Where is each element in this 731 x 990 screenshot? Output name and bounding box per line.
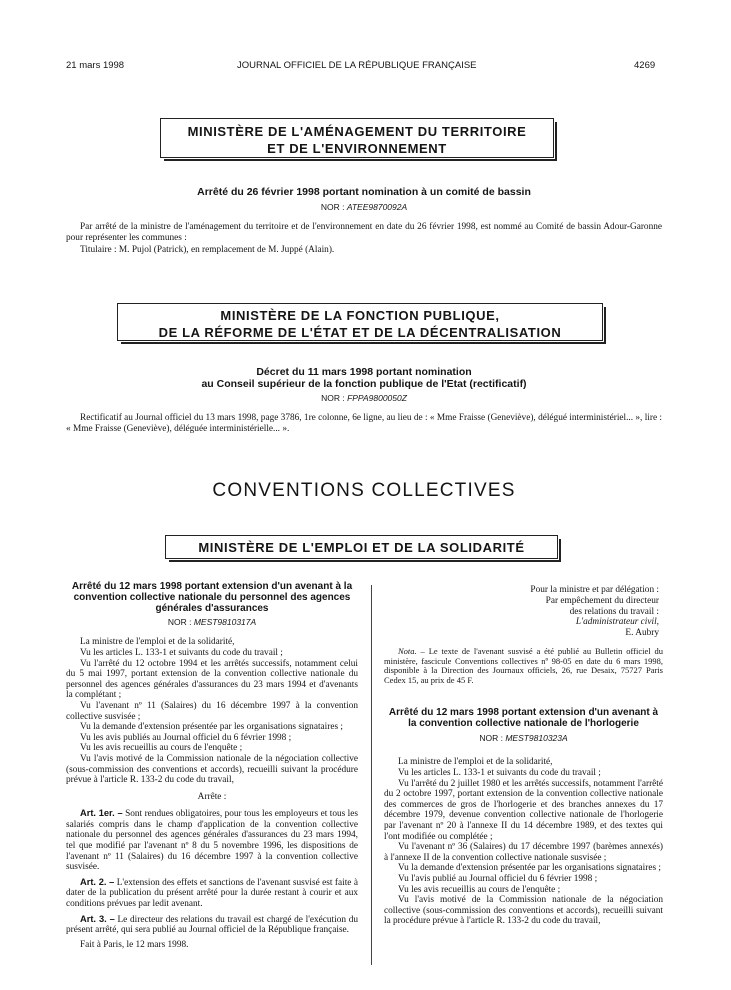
nor-label: NOR : xyxy=(320,202,345,212)
ministry-box-emploi xyxy=(165,535,558,559)
conventions-heading: CONVENTIONS COLLECTIVES xyxy=(212,480,516,501)
nor-reference xyxy=(66,393,662,403)
article-2-label: Art. 2. – xyxy=(80,876,115,887)
right-column xyxy=(384,585,663,927)
visa-paragraph: Vu la demande d'extension présentée par les organisations signataires ; xyxy=(398,863,661,874)
nota xyxy=(384,647,663,686)
decree-titulaire: Titulaire : M. Pujol (Patrick), en remplacement de M. Juppé (Alain). xyxy=(80,245,335,255)
signature-line: Pour la ministre et par délégation : xyxy=(530,585,659,595)
visa-paragraph: Vu l'arrêté du 12 octobre 1994 et les arrêtés successifs, notamment celui du 5 mai 1997, portant extension de la convention collective nationale du personnel des agences générales d'assurances du 23 mars 1994 et d'avenants la complétant ; xyxy=(66,658,358,701)
nor-code: MEST9810323A xyxy=(505,733,568,744)
arrete-title: Arrêté du 12 mars 1998 portant extension d'un avenant à la convention collective nationale du personnel des agences générales d'assurances xyxy=(71,581,353,614)
box-shadow xyxy=(169,539,561,562)
nor-reference xyxy=(66,617,358,627)
article-1-label: Art. 1er. – xyxy=(80,808,123,819)
visa-paragraph: Vu la demande d'extension présentée par les organisations signataires ; xyxy=(80,722,343,733)
nor-code: ATEE9870092A xyxy=(346,202,408,212)
nor-label: NOR : xyxy=(167,617,192,628)
article-1-text: Sont rendues obligatoires, pour tous les employeurs et tous les salariés compris dans le champ d'application de la convention collective nationale du personnel des agences générales d'assurances du 23 mars 1994, tel que modifié par l'avenant nº 8 du 5 novembre 1996, les dispositions de l'avenant nº 11 (Salaires) du 16 décembre 1997 à la convention collective susvisée. xyxy=(66,809,359,873)
fait-a-paris: Fait à Paris, le 12 mars 1998. xyxy=(80,939,189,950)
decree-title-line1: Décret du 11 mars 1998 portant nomination xyxy=(256,366,472,378)
ministry-title-line1: MINISTÈRE DE L'AMÉNAGEMENT DU TERRITOIRE xyxy=(187,124,527,139)
box-shadow xyxy=(121,307,606,344)
nota-text: Le texte de l'avenant susvisé a été publié au Bulletin officiel du ministère, fascicule Conventions collectives nº 98-05 en date du 6 mars 1998, disponible à la Direction des Journaux officiels, 26, rue Desaix, 75727 Paris Cedex 15, au prix de 45 F. xyxy=(384,645,664,686)
decree-title: Arrêté du 26 février 1998 portant nomination à un comité de bassin xyxy=(197,186,531,198)
left-column xyxy=(66,582,358,950)
decree-title-line2: au Conseil supérieur de la fonction publique de l'Etat (rectificatif) xyxy=(201,377,527,390)
visa-paragraph: Vu l'avenant nº 36 (Salaires) du 17 décembre 1997 (barèmes annexés) à l'annexe II de la convention collective nationale susvisée ; xyxy=(384,842,663,863)
signature-name: E. Aubry xyxy=(625,628,659,639)
ministry-box-fonction-publique xyxy=(117,303,603,341)
nor-code: MEST9810317A xyxy=(193,617,257,628)
visa-paragraph: Vu les articles L. 133-1 et suivants du code du travail ; xyxy=(80,647,283,658)
article-2-text: L'extension des effets et sanctions de l'avenant susvisé est faite à dater de la publication du présent arrêté pour la durée restant à courir et aux conditions prévues par ledit avenant. xyxy=(66,877,358,910)
rectificatif-paragraph: Rectificatif au Journal officiel du 13 mars 1998, page 3786, 1re colonne, 6e ligne, au lieu de : « Mme Fraisse (Geneviève), délégué interministériel... », lire : « Mme Fraisse (Geneviève), déléguée interministérielle... ». xyxy=(66,413,662,434)
nor-code: FPPA9800050Z xyxy=(347,393,407,403)
visa-paragraph: Vu l'avis publié au Journal officiel du 6 février 1998 ; xyxy=(398,873,598,884)
visa-paragraph: La ministre de l'emploi et de la solidarité, xyxy=(80,637,235,648)
visa-paragraph: Vu l'avis motivé de la Commission nationale de la négociation collective (sous-commission des conventions et accords), recueilli suivant la procédure prévue à l'article R. 133-2 du code du travail, xyxy=(384,895,663,927)
article-1 xyxy=(66,808,358,873)
visa-paragraph: La ministre de l'emploi et de la solidarité, xyxy=(398,757,553,768)
nor-label: NOR : xyxy=(479,733,503,744)
decree-paragraph: Par arrêté de la ministre de l'aménagement du territoire et de l'environnement en date du 26 février 1998, est nommé au Comité de bassin Adour-Garonne pour représenter les communes : xyxy=(66,222,662,243)
nota-label: Nota. – xyxy=(398,645,425,656)
header-journal: JOURNAL OFFICIEL DE LA RÉPUBLIQUE FRANÇAISE xyxy=(237,60,477,71)
visa-paragraph: Vu les articles L. 133-1 et suivants du code du travail ; xyxy=(398,767,601,778)
article-3-text: Le directeur des relations du travail est chargé de l'exécution du présent arrêté, qui sera publié au Journal officiel de la République française. xyxy=(66,914,358,936)
decree-title xyxy=(66,367,662,390)
signature-line: des relations du travail : xyxy=(569,606,659,617)
header-page-number: 4269 xyxy=(634,60,656,71)
nor-reference xyxy=(66,202,662,212)
article-3-label: Art. 3. – xyxy=(80,913,115,924)
ministry-title-line2: ET DE L'ENVIRONNEMENT xyxy=(267,141,447,156)
signature-line: L'administrateur civil, xyxy=(575,617,659,628)
article-3 xyxy=(66,914,358,936)
nor-reference xyxy=(384,733,663,743)
box-shadow xyxy=(164,122,557,161)
arrete-label: Arrête : xyxy=(197,791,227,802)
nor-label: NOR : xyxy=(321,393,345,403)
header-date: 21 mars 1998 xyxy=(66,60,125,71)
column-divider xyxy=(371,585,372,965)
visa-paragraph: Vu les avis publiés au Journal officiel du 6 février 1998 ; xyxy=(80,732,292,743)
arrete-title: Arrêté du 12 mars 1998 portant extension d'un avenant à la convention collective nationale de l'horlogerie xyxy=(388,706,659,729)
ministry-box-amenagement xyxy=(160,118,554,158)
signature-line: Par empêchement du directeur xyxy=(545,595,659,606)
visa-paragraph: Vu l'avis motivé de la Commission nationale de la négociation collective (sous-commission des conventions et accords), recueilli suivant la procédure prévue à l'article R. 133-2 du code du travail, xyxy=(66,753,358,786)
visa-paragraph: Vu les avis recueillis au cours de l'enquête ; xyxy=(80,743,243,754)
ministry-title-line2: DE LA RÉFORME DE L'ÉTAT ET DE LA DÉCENTRALISATION xyxy=(158,325,562,340)
signature-block xyxy=(384,585,663,639)
visa-paragraph: Vu l'arrêté du 2 juillet 1980 et les arrêtés successifs, notamment l'arrêté du 2 octobre 1997, portant extension de la convention collective nationale des commerces de gros de l'horlogerie et des branches annexes du 17 décembre 1979, devenue convention collective nationale de l'horlogerie par l'avenant nº 20 à l'annexe II du 14 décembre 1989, et des textes qui l'ont modifiée ou complétée ; xyxy=(384,778,663,842)
article-2 xyxy=(66,877,358,910)
ministry-title: MINISTÈRE DE L'EMPLOI ET DE LA SOLIDARITÉ xyxy=(198,540,525,555)
visa-paragraph: Vu l'avenant nº 11 (Salaires) du 16 décembre 1997 à la convention collective susvisée ; xyxy=(66,700,358,722)
visa-paragraph: Vu les avis recueillis au cours de l'enquête ; xyxy=(398,884,561,895)
ministry-title-line1: MINISTÈRE DE LA FONCTION PUBLIQUE, xyxy=(220,308,500,323)
